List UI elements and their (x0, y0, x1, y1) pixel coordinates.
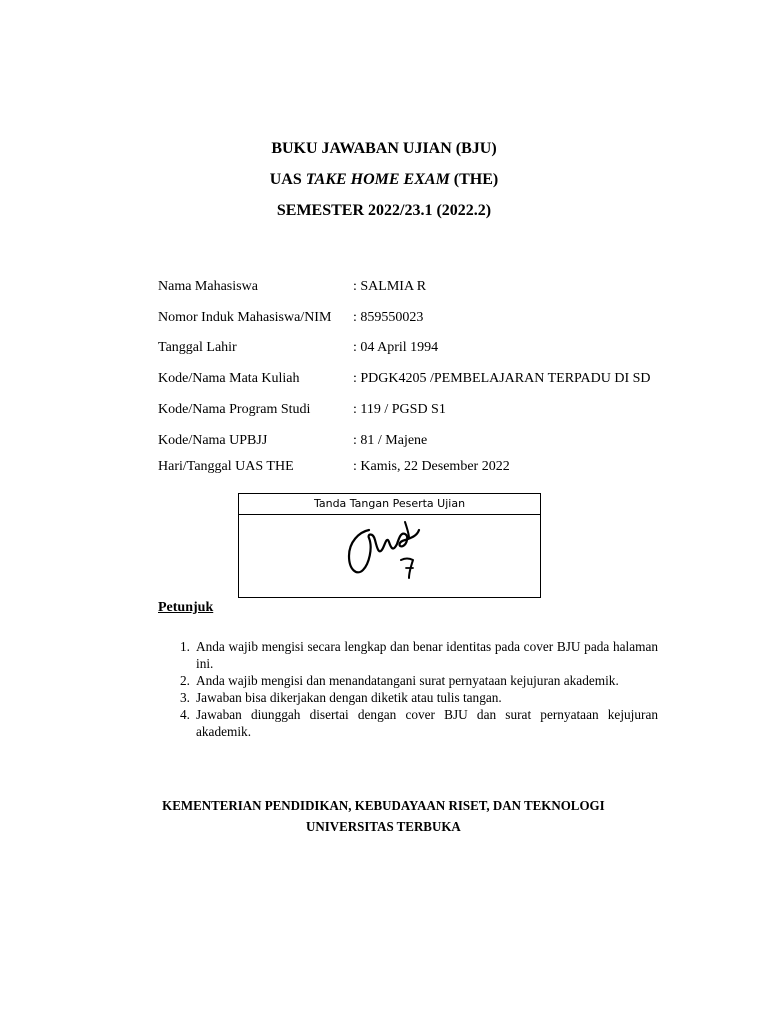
info-value: : 859550023 (353, 310, 424, 325)
exam-type-title (0, 170, 768, 190)
list-item (180, 706, 658, 740)
instructions-list (180, 638, 658, 740)
list-item-number: 1. (180, 639, 190, 654)
list-item-text: Anda wajib mengisi secara lengkap dan benar identitas pada cover BJU pada halaman ini. (196, 639, 658, 671)
list-item-number: 4. (180, 707, 190, 722)
exam-type-italic: TAKE HOME EXAM (305, 171, 450, 188)
list-item-number: 2. (180, 673, 190, 688)
info-value: : Kamis, 22 Desember 2022 (353, 459, 510, 474)
list-item-number: 3. (180, 690, 190, 705)
info-label: Kode/Nama Program Studi (158, 402, 311, 417)
list-item (180, 689, 658, 706)
list-item-text: Jawaban bisa dikerjakan dengan diketik atau tulis tangan. (196, 690, 502, 705)
signature-box (238, 493, 541, 598)
exam-type-suffix: (THE) (449, 171, 499, 188)
list-item (180, 638, 658, 672)
info-label: Hari/Tanggal UAS THE (158, 459, 294, 474)
info-label: Kode/Nama UPBJJ (158, 433, 268, 448)
signature-image (339, 518, 439, 588)
info-value: : 04 April 1994 (353, 340, 439, 355)
info-value: : SALMIA R (353, 279, 427, 294)
document-title: BUKU JAWABAN UJIAN (BJU) (271, 140, 497, 157)
info-value: : 119 / PGSD S1 (353, 402, 446, 417)
ministry-name: KEMENTERIAN PENDIDIKAN, KEBUDAYAAN RISET, DAN TEKNOLOGI (162, 798, 605, 813)
list-item-text: Anda wajib mengisi dan menandatangani surat pernyataan kejujuran akademik. (196, 673, 619, 688)
exam-type-prefix: UAS (269, 171, 306, 188)
info-value: : 81 / Majene (353, 433, 428, 448)
info-label: Tanggal Lahir (158, 340, 237, 355)
list-item-text: Jawaban diunggah disertai dengan cover BJU dan surat pernyataan kejujuran akademik. (196, 707, 658, 739)
info-label: Nomor Induk Mahasiswa/NIM (158, 310, 332, 325)
info-label: Nama Mahasiswa (158, 279, 258, 294)
list-item (180, 672, 658, 689)
info-value: : PDGK4205 /PEMBELAJARAN TERPADU DI SD (353, 371, 651, 386)
semester-title: SEMESTER 2022/23.1 (2022.2) (276, 202, 492, 219)
signature-box-header: Tanda Tangan Peserta Ujian (239, 494, 540, 515)
instructions-heading: Petunjuk (158, 600, 214, 615)
info-label: Kode/Nama Mata Kuliah (158, 371, 300, 386)
university-name: UNIVERSITAS TERBUKA (306, 819, 461, 834)
